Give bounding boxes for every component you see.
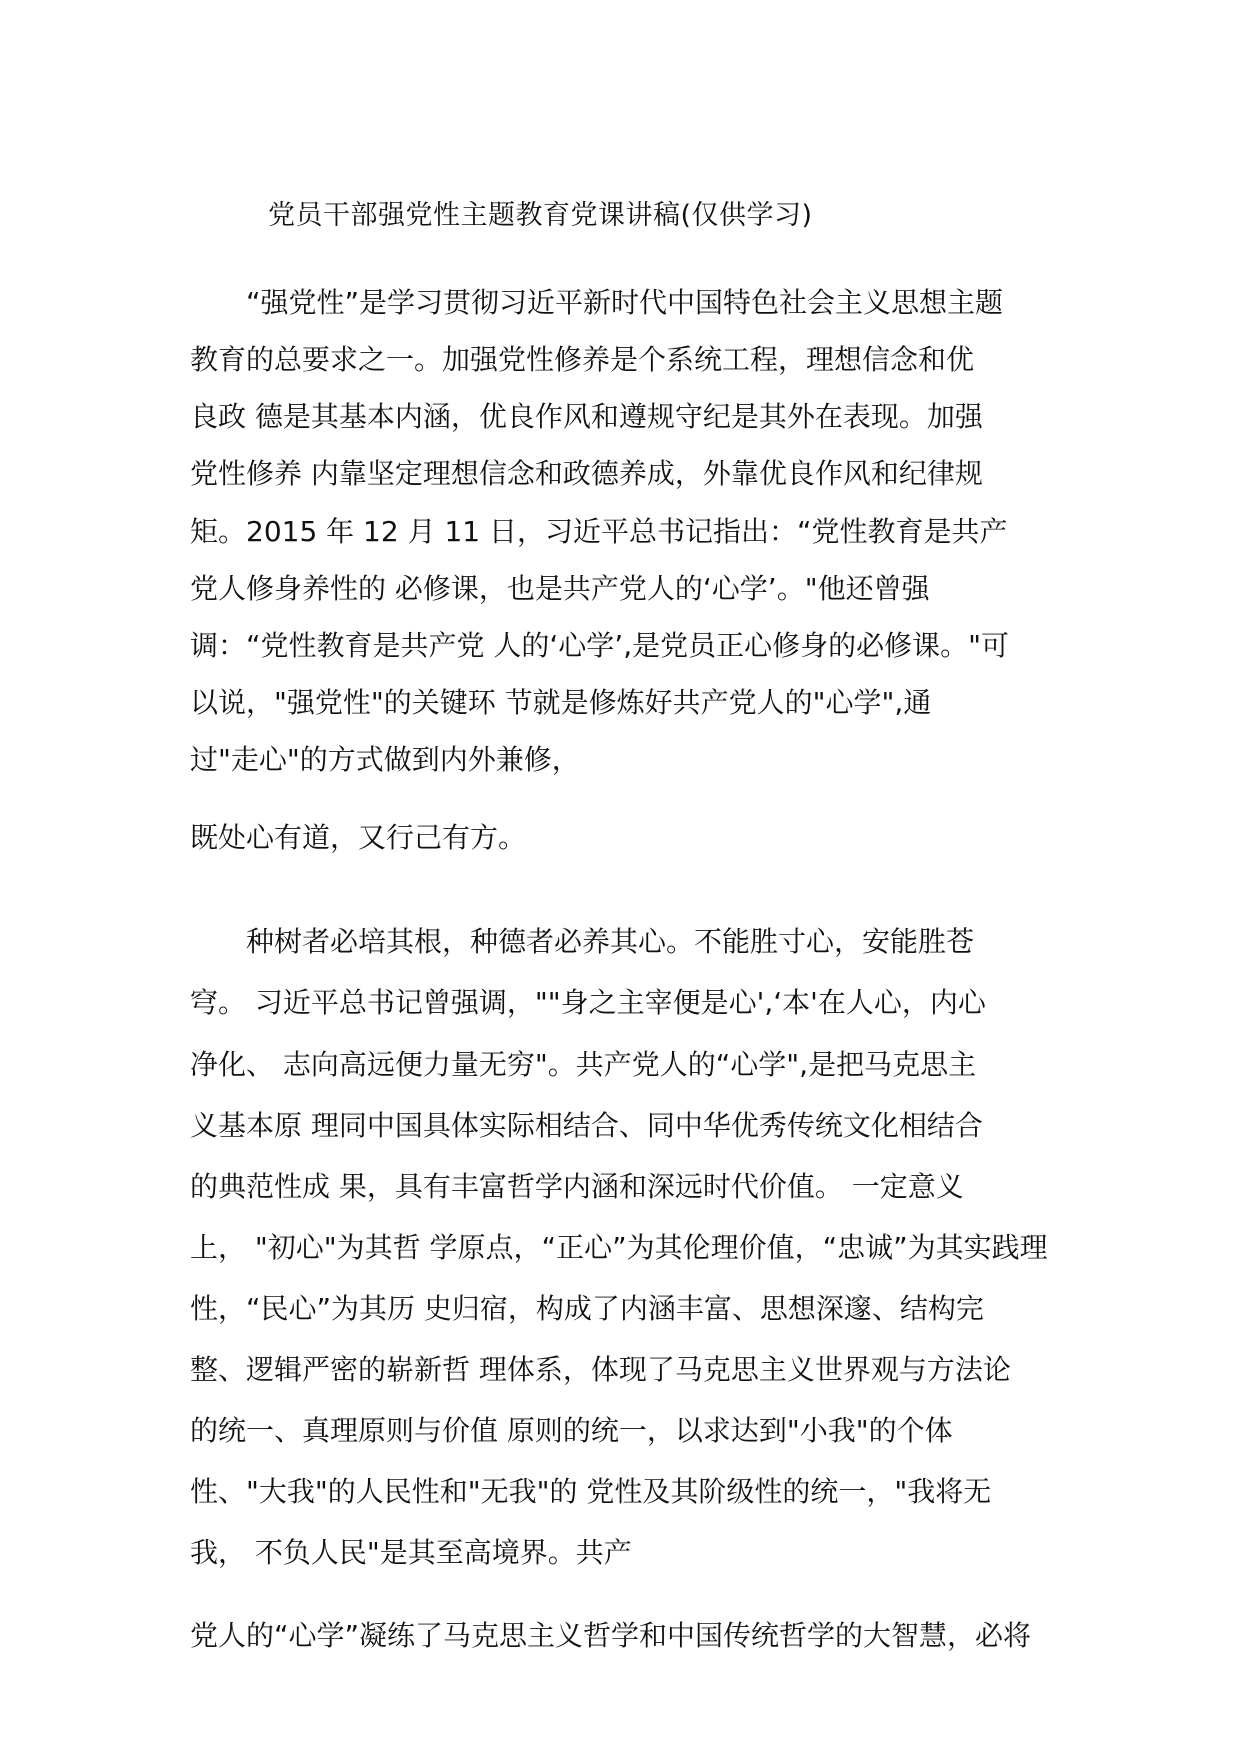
text-line: 既处心有道，又行己有方。 (190, 821, 527, 854)
text-line: 党性修养 内靠坚定理想信念和政德养成，外靠优良作风和纪律规 (190, 457, 983, 490)
text-line: 种树者必培其根，种德者必养其心。不能胜寸心，安能胜苍 (190, 925, 975, 958)
text-line: 性、"大我"的人民性和"无我"的 党性及其阶级性的统一，"我将无 (190, 1475, 992, 1508)
text-line: 以说，"强党性"的关键环 节就是修炼好共产党人的"心学",通 (190, 686, 932, 719)
text-line: 调：“党性教育是共产党 人的‘心学’,是党员正心修身的必修课。"可 (190, 629, 1009, 662)
text-line: 上， "初心"为其哲 学原点，“正心”为其伦理价值，“忠诚”为其实践理 (190, 1231, 1048, 1264)
text-line: 整、逻辑严密的崭新哲 理体系，体现了马克思主义世界观与方法论 (190, 1353, 1011, 1386)
text-line: 我， 不负人民"是其至高境界。共产 (190, 1536, 632, 1569)
text-line: 净化、 志向高远便力量无穷"。共产党人的“心学",是把马克思主 (190, 1048, 977, 1081)
text-line: 教育的总要求之一。加强党性修养是个系统工程，理想信念和优 (190, 343, 975, 376)
text-line: 的典范性成 果，具有丰富哲学内涵和深远时代价值。 一定意义 (190, 1170, 964, 1203)
text-line: 的统一、真理原则与价值 原则的统一，以求达到"小我"的个体 (190, 1414, 953, 1447)
text-line: 义基本原 理同中国具体实际相结合、同中华优秀传统文化相结合 (190, 1109, 983, 1142)
text-line: 过"走心"的方式做到内外兼修， (190, 743, 580, 776)
text-line: 党人修身养性的 必修课，也是共产党人的‘心学’。"他还曾强 (190, 572, 930, 605)
document-title: 党员干部强党性主题教育党课讲稿(仅供学习) (268, 200, 813, 231)
text-line: 矩。2015 年 12 月 11 日，习近平总书记指出：“党性教育是共产 (190, 515, 1008, 548)
text-line: “强党性”是学习贯彻习近平新时代中国特色社会主义思想主题 (190, 286, 1004, 319)
text-line: 党人的“心学”凝练了马克思主义哲学和中国传统哲学的大智慧，必将 (190, 1619, 1032, 1652)
text-line: 良政 德是其基本内涵，优良作风和遵规守纪是其外在表现。加强 (190, 400, 983, 433)
text-line: 性，“民心”为其历 史归宿，构成了内涵丰富、思想深邃、结构完 (190, 1292, 984, 1325)
text-line: 穹。 习近平总书记曾强调，""身之主宰便是心',‘本'在人心，内心 (190, 986, 986, 1019)
